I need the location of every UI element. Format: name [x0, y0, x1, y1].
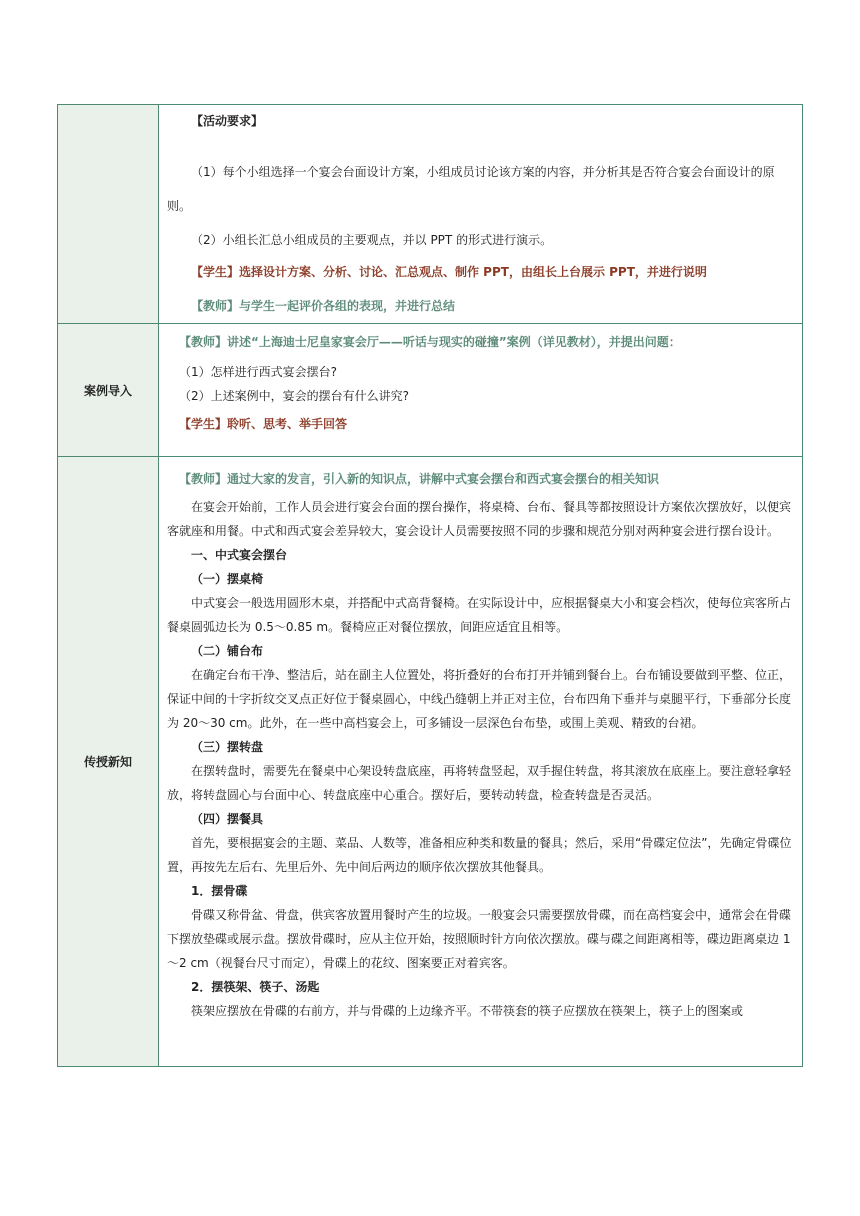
- table-row-case: [58, 324, 803, 457]
- activity-item-1: （1）每个小组选择一个宴会台面设计方案，小组成员讨论该方案的内容，并分析其是否符合宴会台面设计的原则。: [167, 165, 775, 213]
- activity-item-2: （2）小组长汇总小组成员的主要观点，并以 PPT 的形式进行演示。: [191, 233, 553, 247]
- knowledge-teacher: 【教师】通过大家的发言，引入新的知识点，讲解中式宴会摆台和西式宴会摆台的相关知识: [179, 472, 660, 486]
- case-content: [159, 324, 803, 457]
- student-activity: 【学生】选择设计方案、分析、讨论、汇总观点、制作 PPT，由组长上台展示 PPT，并进行说明: [191, 265, 707, 279]
- subsection-heading-4: （四）摆餐具: [191, 812, 264, 826]
- point-text-1: 骨碟又称骨盆、骨盘，供宾客放置用餐时产生的垃圾。一般宴会只需要摆放骨碟，而在高档宴会中，通常会在骨碟下摆放垫碟或展示盘。摆放骨碟时，应从主位开始，按照顺时针方向依次摆放。碟与碟之间距离相等，碟边距离桌边 1～2 cm（视餐台尺寸而定），骨碟上的花纹、图案要正对着宾客。: [167, 908, 792, 970]
- row-label: [58, 105, 159, 324]
- knowledge-content: [159, 457, 803, 1067]
- knowledge-intro: 在宴会开始前，工作人员会进行宴会台面的摆台操作，将桌椅、台布、餐具等都按照设计方案依次摆放好，以便宾客就座和用餐。中式和西式宴会差异较大，宴会设计人员需要按照不同的步骤和规范分别对两种宴会进行摆台设计。: [167, 500, 792, 538]
- section-heading-1: 一、中式宴会摆台: [191, 548, 288, 562]
- point-heading-1: 1．摆骨碟: [191, 884, 248, 898]
- subsection-text-3: 在摆转盘时，需要先在餐桌中心架设转盘底座，再将转盘竖起，双手握住转盘，将其滚放在底座上。要注意轻拿轻放，将转盘圆心与台面中心、转盘底座中心重合。摆好后，要转动转盘，检查转盘是否灵活。: [167, 764, 792, 802]
- lesson-plan-table: [57, 104, 803, 1067]
- subsection-text-4: 首先，要根据宴会的主题、菜品、人数等，准备相应种类和数量的餐具；然后，采用“骨碟定位法”，先确定骨碟位置，再按先左后右、先里后外、先中间后两边的顺序依次摆放其他餐具。: [167, 836, 792, 874]
- table-row-new-knowledge: [58, 457, 803, 1067]
- activity-content: [159, 105, 803, 324]
- point-text-2: 筷架应摆放在骨碟的右前方，并与骨碟的上边缘齐平。不带筷套的筷子应摆放在筷架上，筷子上的图案或: [191, 1004, 744, 1018]
- point-heading-2: 2．摆筷架、筷子、汤匙: [191, 980, 320, 994]
- subsection-heading-1: （一）摆桌椅: [191, 572, 264, 586]
- table-row-activity: [58, 105, 803, 324]
- case-teacher: 【教师】讲述“上海迪士尼皇家宴会厅——听话与现实的碰撞”案例（详见教材），并提出问题：: [179, 335, 681, 349]
- case-question-2: （2）上述案例中，宴会的摆台有什么讲究?: [179, 389, 410, 403]
- subsection-heading-2: （二）铺台布: [191, 644, 264, 658]
- case-question-1: （1）怎样进行西式宴会摆台?: [179, 365, 338, 379]
- case-student: 【学生】聆听、思考、举手回答: [179, 417, 348, 431]
- subsection-text-1: 中式宴会一般选用圆形木桌，并搭配中式高背餐椅。在实际设计中，应根据餐桌大小和宴会档次，使每位宾客所占餐桌圆弧边长为 0.5～0.85 m。餐椅应正对餐位摆放，间距应适宜且相等。: [167, 596, 792, 634]
- subsection-heading-3: （三）摆转盘: [191, 740, 264, 754]
- row-label-new-knowledge: 传授新知: [58, 457, 159, 1067]
- row-label-case: 案例导入: [58, 324, 159, 457]
- activity-title: 【活动要求】: [191, 114, 264, 128]
- subsection-text-2: 在确定台布干净、整洁后，站在副主人位置处，将折叠好的台布打开并铺到餐台上。台布铺设要做到平整、位正，保证中间的十字折纹交叉点正好位于餐桌圆心，中线凸缝朝上并正对主位，台布四角下垂并与桌腿平行，下垂部分长度为 20～30 cm。此外，在一些中高档宴会上，可多铺设一层深色台布垫，或围上美观、精致的台裙。: [167, 668, 792, 730]
- teacher-activity: 【教师】与学生一起评价各组的表现，并进行总结: [191, 299, 456, 313]
